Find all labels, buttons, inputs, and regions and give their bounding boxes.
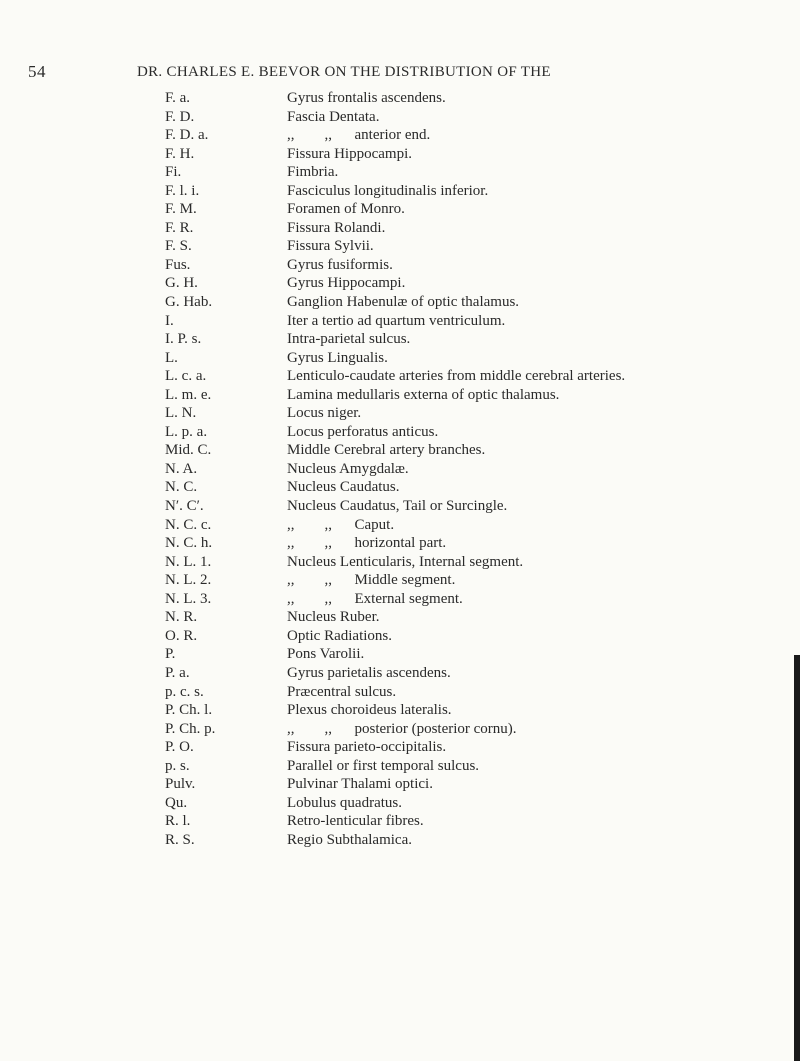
entry-abbreviation: N. C. [165, 479, 198, 496]
entry-description: Pulvinar Thalami optici. [287, 776, 433, 793]
entry-abbreviation: L. c. a. [165, 368, 207, 385]
entry-abbreviation: I. [165, 312, 174, 329]
entry-description: Foramen of Monro. [287, 201, 405, 218]
entry-description: Gyrus Hippocampi. [287, 275, 406, 292]
entry-abbreviation: Fus. [165, 256, 191, 273]
entry-description: Ganglion Habenulæ of optic thalamus. [287, 294, 520, 311]
entry-abbreviation: N. A. [165, 460, 198, 477]
entry-abbreviation: F. S. [165, 238, 192, 255]
entry-abbreviation: P. [165, 646, 176, 663]
entry-description: Nucleus Lenticularis, Internal segment. [287, 553, 524, 570]
entry-description: Nucleus Ruber. [287, 609, 380, 626]
entry-abbreviation: F. M. [165, 201, 197, 218]
entry-abbreviation: Fi. [165, 164, 182, 181]
entry-description: Gyrus parietalis ascendens. [287, 664, 451, 681]
entry-description: Lobulus quadratus. [287, 794, 402, 811]
entry-description: Fasciculus longitudinalis inferior. [287, 182, 489, 199]
entry-description: Nucleus Amygdalæ. [287, 460, 409, 477]
page-number: 54 [28, 62, 46, 81]
entry-description: Pons Varolii. [287, 646, 365, 663]
entry-abbreviation: p. c. s. [165, 683, 204, 700]
entry-description: Gyrus fusiformis. [287, 256, 393, 273]
entry-abbreviation: N. L. 3. [165, 590, 212, 607]
entry-abbreviation: O. R. [165, 627, 198, 644]
entry-description: Fissura parieto-occipitalis. [287, 739, 447, 756]
entry-description: ,, ,, External segment. [287, 590, 463, 607]
entry-description: Locus niger. [287, 405, 362, 422]
entry-abbreviation: R. S. [165, 831, 195, 848]
entry-abbreviation: P. O. [165, 739, 194, 756]
entry-abbreviation: Qu. [165, 794, 188, 811]
running-title: DR. CHARLES E. BEEVOR ON THE DISTRIBUTION OF THE [137, 64, 551, 80]
entry-abbreviation: R. l. [165, 813, 191, 830]
entry-abbreviation: N′. C′. [165, 498, 204, 515]
entry-abbreviation: Mid. C. [165, 442, 212, 459]
entry-abbreviation: Pulv. [165, 776, 196, 793]
entry-description: Nucleus Caudatus. [287, 479, 400, 496]
page-edge-shadow [794, 655, 800, 1061]
entry-abbreviation: N. C. h. [165, 535, 213, 552]
entry-abbreviation: N. R. [165, 609, 198, 626]
entry-description: Gyrus Lingualis. [287, 349, 388, 366]
entry-description: Parallel or first temporal sulcus. [287, 757, 480, 774]
entry-description: Iter a tertio ad quartum ventriculum. [287, 312, 506, 329]
entry-description: Fimbria. [287, 164, 339, 181]
entry-description: Regio Subthalamica. [287, 831, 412, 848]
entry-abbreviation: p. s. [165, 757, 190, 774]
entry-description: Locus perforatus anticus. [287, 423, 439, 440]
entry-abbreviation: P. Ch. l. [165, 702, 213, 719]
entry-description: ,, ,, anterior end. [287, 127, 431, 144]
entry-description: Lamina medullaris externa of optic thalamus. [287, 386, 560, 403]
entry-description: Gyrus frontalis ascendens. [287, 90, 446, 106]
entry-abbreviation: P. Ch. p. [165, 720, 216, 737]
entry-abbreviation: F. H. [165, 145, 195, 162]
entry-abbreviation: N. C. c. [165, 516, 212, 533]
entry-abbreviation: F. R. [165, 219, 194, 236]
entry-abbreviation: F. a. [165, 90, 191, 106]
entry-abbreviation: N. L. 1. [165, 553, 212, 570]
entry-description: Optic Radiations. [287, 627, 392, 644]
entry-abbreviation: G. H. [165, 275, 198, 292]
entry-description: Lenticulo-caudate arteries from middle cerebral arteries. [287, 368, 626, 385]
entry-description: Fissura Sylvii. [287, 238, 374, 255]
entry-abbreviation: P. a. [165, 664, 190, 681]
entry-description: Nucleus Caudatus, Tail or Surcingle. [287, 498, 508, 515]
entry-abbreviation: N. L. 2. [165, 572, 212, 589]
entry-description: Fascia Dentata. [287, 108, 380, 125]
entry-description: ,, ,, Caput. [287, 516, 395, 533]
entry-description: Præcentral sulcus. [287, 683, 397, 700]
entry-abbreviation: L. [165, 349, 178, 366]
entry-description: Middle Cerebral artery branches. [287, 442, 486, 459]
entry-description: ,, ,, posterior (posterior cornu). [287, 720, 517, 737]
entry-description: Intra-parietal sulcus. [287, 331, 411, 348]
entry-abbreviation: G. Hab. [165, 294, 213, 311]
entry-abbreviation: L. N. [165, 405, 197, 422]
entry-abbreviation: F. D. a. [165, 127, 209, 144]
entry-description: Fissura Hippocampi. [287, 145, 412, 162]
entry-abbreviation: F. l. i. [165, 182, 200, 199]
entry-abbreviation: F. D. [165, 108, 195, 125]
entry-description: Fissura Rolandi. [287, 219, 386, 236]
entry-description: Retro-lenticular fibres. [287, 813, 424, 830]
entry-abbreviation: L. m. e. [165, 386, 212, 403]
entry-description: Plexus choroideus lateralis. [287, 702, 452, 719]
entry-description: ,, ,, horizontal part. [287, 535, 447, 552]
entry-abbreviation: L. p. a. [165, 423, 208, 440]
entry-description: ,, ,, Middle segment. [287, 572, 456, 589]
entry-abbreviation: I. P. s. [165, 331, 202, 348]
